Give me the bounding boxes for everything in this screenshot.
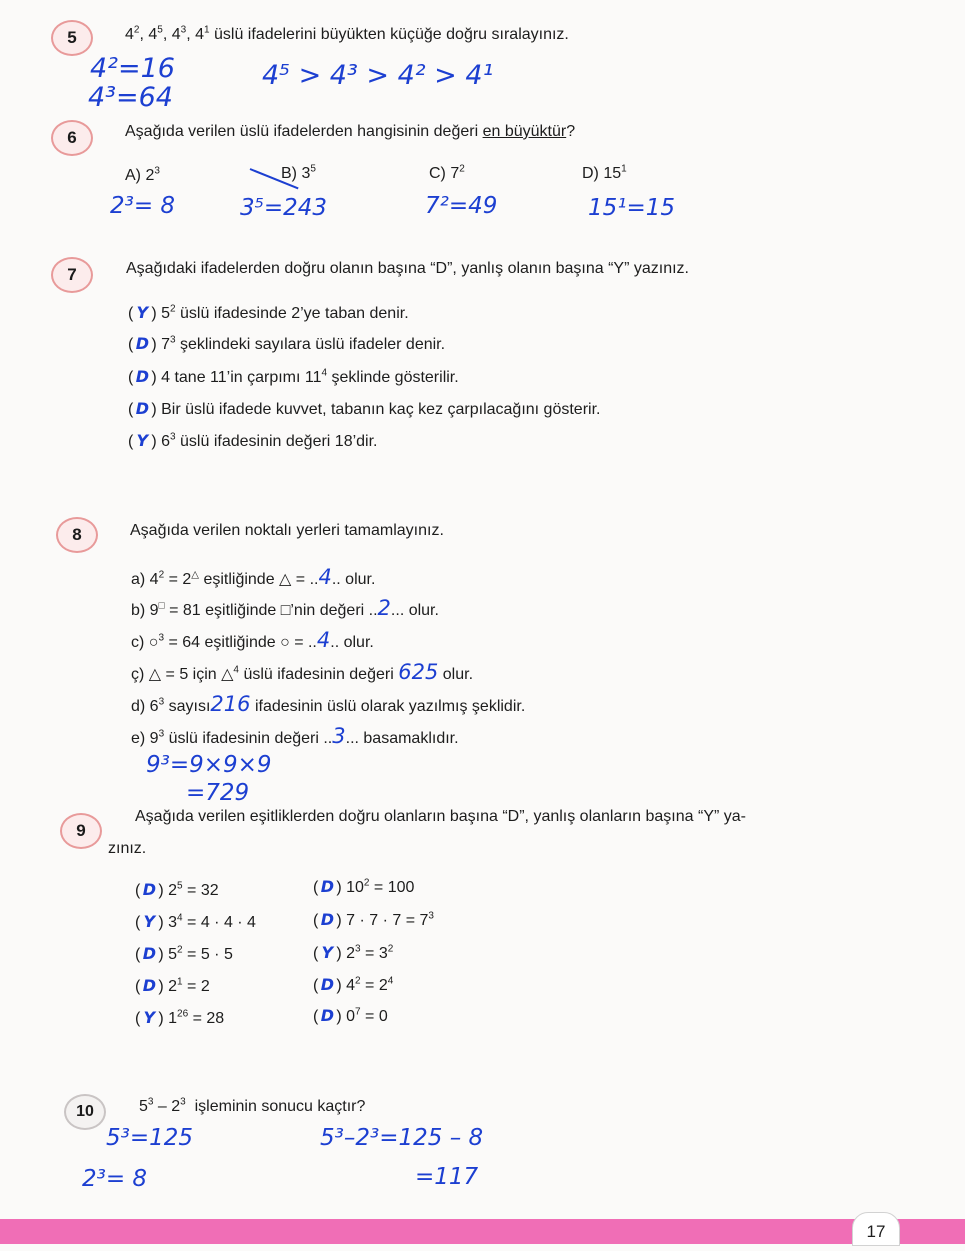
- question-6-text: Aşağıda verilen üslü ifadelerden hangisinin değeri en büyüktür?: [125, 123, 576, 140]
- footer-color-bar: [0, 1219, 965, 1244]
- question-9-text-line2: zınız.: [108, 840, 147, 857]
- q7-item-1: ( Y ) $5^2$ üslü ifadesinde 2’ye taban denir.: [128, 303, 409, 322]
- q8-answer-d: 216: [210, 692, 251, 716]
- q8-answer-a: 4: [318, 565, 332, 589]
- question-7-text: Aşağıdaki ifadelerden doğru olanın başına “D”, yanlış olanın başına “Y” yazınız.: [126, 260, 689, 277]
- answer-mark: Y: [143, 912, 156, 931]
- emphasis-underline: en büyüktür: [482, 123, 567, 140]
- question-8-badge: 8: [56, 517, 98, 553]
- q9-right-item: ( D ) $7 \cdot 7 \cdot 7 = 7^3$: [313, 910, 434, 929]
- question-9-badge: 9: [60, 813, 102, 849]
- q6-option-b: B) $3^5$: [281, 163, 316, 182]
- question-10-text: $5^3 - 2^3$ işleminin sonucu kaçtır?: [139, 1096, 366, 1115]
- q8-answer-c: 4: [316, 628, 331, 652]
- question-5-text: $4^2$, $4^5$, $4^3$, $4^1$ üslü ifadelerini büyükten küçüğe doğru sıralayınız.: [125, 24, 569, 43]
- q8-item-cc: ç) △ = 5 için △$^4$ üslü ifadesinin değeri 625 olur.: [131, 660, 474, 684]
- answer-mark: Y: [321, 943, 334, 962]
- q9-left-item: ( Y ) $3^4 = 4 \cdot 4 \cdot 4$: [135, 912, 256, 931]
- q6-option-a: A) $2^3$: [125, 165, 160, 184]
- question-10-badge: 10: [64, 1094, 106, 1130]
- q8-item-d: d) $6^3$ sayısı216 ifadesinin üslü olarak yazılmış şeklidir.: [131, 692, 526, 716]
- answer-mark: Y: [136, 303, 149, 322]
- answer-mark: D: [135, 399, 149, 418]
- q10-handwriting-left-line2: 2³= 8: [82, 1166, 148, 1192]
- answer-mark: D: [142, 944, 156, 963]
- q8-answer-cc: 625: [398, 660, 439, 684]
- q7-item-2: ( D ) $7^3$ şeklindeki sayılara üslü ifadeler denir.: [128, 334, 446, 353]
- page-number: 17: [852, 1212, 900, 1246]
- answer-mark: D: [320, 1006, 334, 1025]
- answer-mark: D: [135, 367, 149, 386]
- q8-item-b: b) 9□ = 81 eşitliğinde □’nin değeri ..2... olur.: [131, 596, 439, 620]
- question-8-text: Aşağıda verilen noktalı yerleri tamamlayınız.: [130, 522, 444, 539]
- q9-left-item: ( Y ) $1^{26} = 28$: [135, 1008, 225, 1027]
- question-9-text-line1: Aşağıda verilen eşitliklerden doğru olanların başına “D”, yanlış olanların başına “Y” ya-: [135, 808, 746, 825]
- answer-mark: D: [320, 877, 334, 896]
- answer-mark: D: [320, 975, 334, 994]
- q5-handwriting-line2: 4³=64: [88, 82, 173, 113]
- answer-mark: Y: [136, 431, 149, 450]
- answer-mark: D: [142, 976, 156, 995]
- q8-item-c: c) ○$^3$ = 64 eşitliğinde ○ = ..4.. olur.: [131, 628, 374, 652]
- q6-handwriting-b: 3⁵=243: [240, 195, 328, 221]
- question-7-badge: 7: [51, 257, 93, 293]
- q6-option-d: D) $15^1$: [582, 163, 627, 182]
- q9-right-item: ( Y ) $2^3 = 3^2$: [313, 943, 394, 962]
- q6-handwriting-c: 7²=49: [425, 193, 498, 219]
- q6-handwriting-d: 15¹=15: [588, 195, 676, 221]
- q7-item-3: ( D ) 4 tane 11’in çarpımı $11^4$ şeklinde gösterilir.: [128, 367, 459, 386]
- q6-handwriting-a: 2³= 8: [110, 193, 176, 219]
- q9-left-item: ( D ) $2^1 = 2$: [135, 976, 210, 995]
- q9-right-item: ( D ) $4^2 = 2^4$: [313, 975, 394, 994]
- q8-handwriting-line2: =729: [186, 780, 250, 806]
- q8-answer-b: 2: [377, 596, 391, 620]
- answer-mark: D: [320, 910, 334, 929]
- answer-mark: D: [135, 334, 149, 353]
- q7-item-5: ( Y ) $6^3$ üslü ifadesinin değeri 18’dir.: [128, 431, 378, 450]
- answer-mark: D: [142, 880, 156, 899]
- question-5-badge: 5: [51, 20, 93, 56]
- q7-item-4: ( D ) Bir üslü ifadede kuvvet, tabanın kaç kez çarpılacağını gösterir.: [128, 399, 601, 418]
- q8-handwriting-line1: 9³=9×9×9: [146, 752, 272, 778]
- question-6-badge: 6: [51, 120, 93, 156]
- q10-handwriting-right-line2: =117: [415, 1164, 479, 1190]
- q5-handwriting-answer: 4⁵ > 4³ > 4² > 4¹: [262, 60, 494, 91]
- q5-handwriting-line1: 4²=16: [90, 53, 175, 84]
- q9-right-item: ( D ) $0^7 = 0$: [313, 1006, 388, 1025]
- q9-right-item: ( D ) $10^2 = 100$: [313, 877, 415, 896]
- q9-left-item: ( D ) $2^5 = 32$: [135, 880, 219, 899]
- q10-handwriting-right-line1: 5³–2³=125 – 8: [320, 1125, 484, 1151]
- answer-mark: Y: [143, 1008, 156, 1027]
- q9-left-item: ( D ) $5^2 = 5 \cdot 5$: [135, 944, 233, 963]
- q6-option-c: C) $7^2$: [429, 163, 465, 182]
- q10-handwriting-left-line1: 5³=125: [106, 1125, 194, 1151]
- q8-item-a: a) $4^2 = 2^\triangle$ eşitliğinde △ = ..4.. olur.: [131, 565, 376, 589]
- q8-item-e: e) $9^3$ üslü ifadesinin değeri ..3... basamaklıdır.: [131, 724, 459, 748]
- q8-answer-e: 3: [332, 724, 346, 748]
